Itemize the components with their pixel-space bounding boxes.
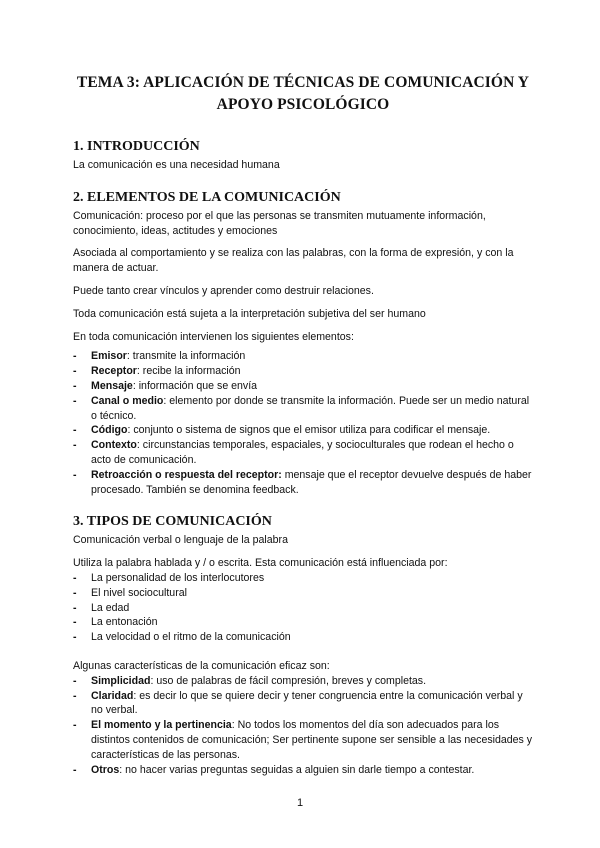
list-item-text: La edad xyxy=(91,601,130,614)
elements-list xyxy=(73,349,533,497)
features-list xyxy=(73,674,533,778)
dash-bullet: - xyxy=(73,439,77,452)
list-item xyxy=(73,571,533,586)
list-item xyxy=(73,379,533,394)
list-item xyxy=(73,763,533,778)
page-number: 1 xyxy=(296,797,304,809)
list-item-text: La entonación xyxy=(91,616,158,629)
list-item-term: Contexto xyxy=(91,439,137,452)
list-item-desc: mensaje que el receptor devuelve después de haber procesado. También se denomina feedback. xyxy=(91,468,532,496)
section-2-paragraph: Asociada al comportamiento y se realiza con las palabras, con la forma de expresión, y con la manera de actuar. xyxy=(73,247,514,275)
list-item xyxy=(73,349,533,364)
section-1-text: La comunicación es una necesidad humana xyxy=(73,159,280,171)
list-item xyxy=(73,586,533,601)
list-item xyxy=(73,601,533,616)
section-2-paragraph: Comunicación: proceso por el que las personas se transmiten mutuamente información, conocimiento, ideas, actitudes y emociones xyxy=(73,209,486,237)
influences-list xyxy=(73,571,533,645)
list-item-desc: : elemento por donde se transmite la información. Puede ser un medio natural o técnico. xyxy=(91,394,530,422)
dash-bullet: - xyxy=(73,586,77,599)
list-item xyxy=(73,423,533,438)
list-item-desc: : información que se envía xyxy=(132,379,258,392)
dash-bullet: - xyxy=(73,571,77,584)
section-1-heading: 1. INTRODUCCIÓN xyxy=(73,139,200,154)
dash-bullet: - xyxy=(73,763,77,776)
list-item xyxy=(73,718,533,762)
section-2-heading: 2. ELEMENTOS DE LA COMUNICACIÓN xyxy=(73,189,341,205)
list-item xyxy=(73,689,533,719)
dash-bullet: - xyxy=(73,719,77,732)
list-item-desc: : circunstancias temporales, espaciales, y socioculturales que rodean el hecho o acto de comunicación. xyxy=(91,439,514,466)
dash-bullet: - xyxy=(73,674,77,687)
list-item xyxy=(73,630,533,645)
list-item-desc: : uso de palabras de fácil compresión, breves y completas. xyxy=(150,674,427,687)
dash-bullet: - xyxy=(73,468,77,481)
list-item-desc: : No todos los momentos del día son adecuados para los distintos contenidos de comunicación; Ser pertinente supone ser sensible a las necesidades y características de las personas. xyxy=(91,719,533,761)
list-item-text: La personalidad de los interlocutores xyxy=(91,571,265,584)
dash-bullet: - xyxy=(73,350,77,363)
list-item-term: Simplicidad xyxy=(91,674,151,687)
list-item xyxy=(73,468,533,498)
section-3-heading: 3. TIPOS DE COMUNICACIÓN xyxy=(73,514,272,530)
list-item-term: Retroacción o respuesta del receptor: xyxy=(91,468,282,481)
section-3-paragraph: Algunas características de la comunicación eficaz son: xyxy=(73,659,330,672)
section-2-paragraph: Puede tanto crear vínculos y aprender como destruir relaciones. xyxy=(73,284,374,297)
list-item-term: Receptor xyxy=(91,365,137,378)
dash-bullet: - xyxy=(73,601,77,614)
dash-bullet: - xyxy=(73,379,77,392)
list-item-text: El nivel sociocultural xyxy=(91,586,187,599)
section-2-paragraph: Toda comunicación está sujeta a la interpretación subjetiva del ser humano xyxy=(73,307,426,320)
list-item-term: Emisor xyxy=(91,350,127,363)
list-item-desc: : conjunto o sistema de signos que el emisor utiliza para codificar el mensaje. xyxy=(127,424,491,437)
list-item xyxy=(73,364,533,379)
list-item-term: Claridad xyxy=(91,689,134,702)
dash-bullet: - xyxy=(73,689,77,702)
list-item-term: Mensaje xyxy=(91,379,133,392)
list-item xyxy=(73,394,533,424)
page-content xyxy=(73,72,533,777)
list-item-desc: : transmite la información xyxy=(126,350,246,363)
dash-bullet: - xyxy=(73,424,77,437)
dash-bullet: - xyxy=(73,631,77,644)
list-item-text: La velocidad o el ritmo de la comunicación xyxy=(91,631,291,644)
list-item-term: Código xyxy=(91,424,128,437)
dash-bullet: - xyxy=(73,394,77,407)
list-item xyxy=(73,615,533,630)
list-item-desc: : no hacer varias preguntas seguidas a alguien sin darle tiempo a contestar. xyxy=(119,763,475,776)
dash-bullet: - xyxy=(73,365,77,378)
section-3-paragraph: Comunicación verbal o lenguaje de la palabra xyxy=(73,534,288,547)
document-title: TEMA 3: APLICACIÓN DE TÉCNICAS DE COMUNICACIÓN Y APOYO PSICOLÓGICO xyxy=(76,74,530,113)
list-item xyxy=(73,674,533,689)
list-item-term: Otros xyxy=(91,763,120,776)
list-item-desc: : es decir lo que se quiere decir y tener congruencia entre la comunicación verbal y no verbal. xyxy=(91,689,523,717)
list-item-desc: : recibe la información xyxy=(136,365,241,378)
list-item xyxy=(73,438,533,468)
section-3-paragraph: Utiliza la palabra hablada y / o escrita. Esta comunicación está influenciada por: xyxy=(73,557,448,570)
list-item-term: El momento y la pertinencia xyxy=(91,719,232,732)
section-2-paragraph: En toda comunicación intervienen los siguientes elementos: xyxy=(73,330,354,343)
list-item-term: Canal o medio xyxy=(91,394,164,407)
dash-bullet: - xyxy=(73,616,77,629)
